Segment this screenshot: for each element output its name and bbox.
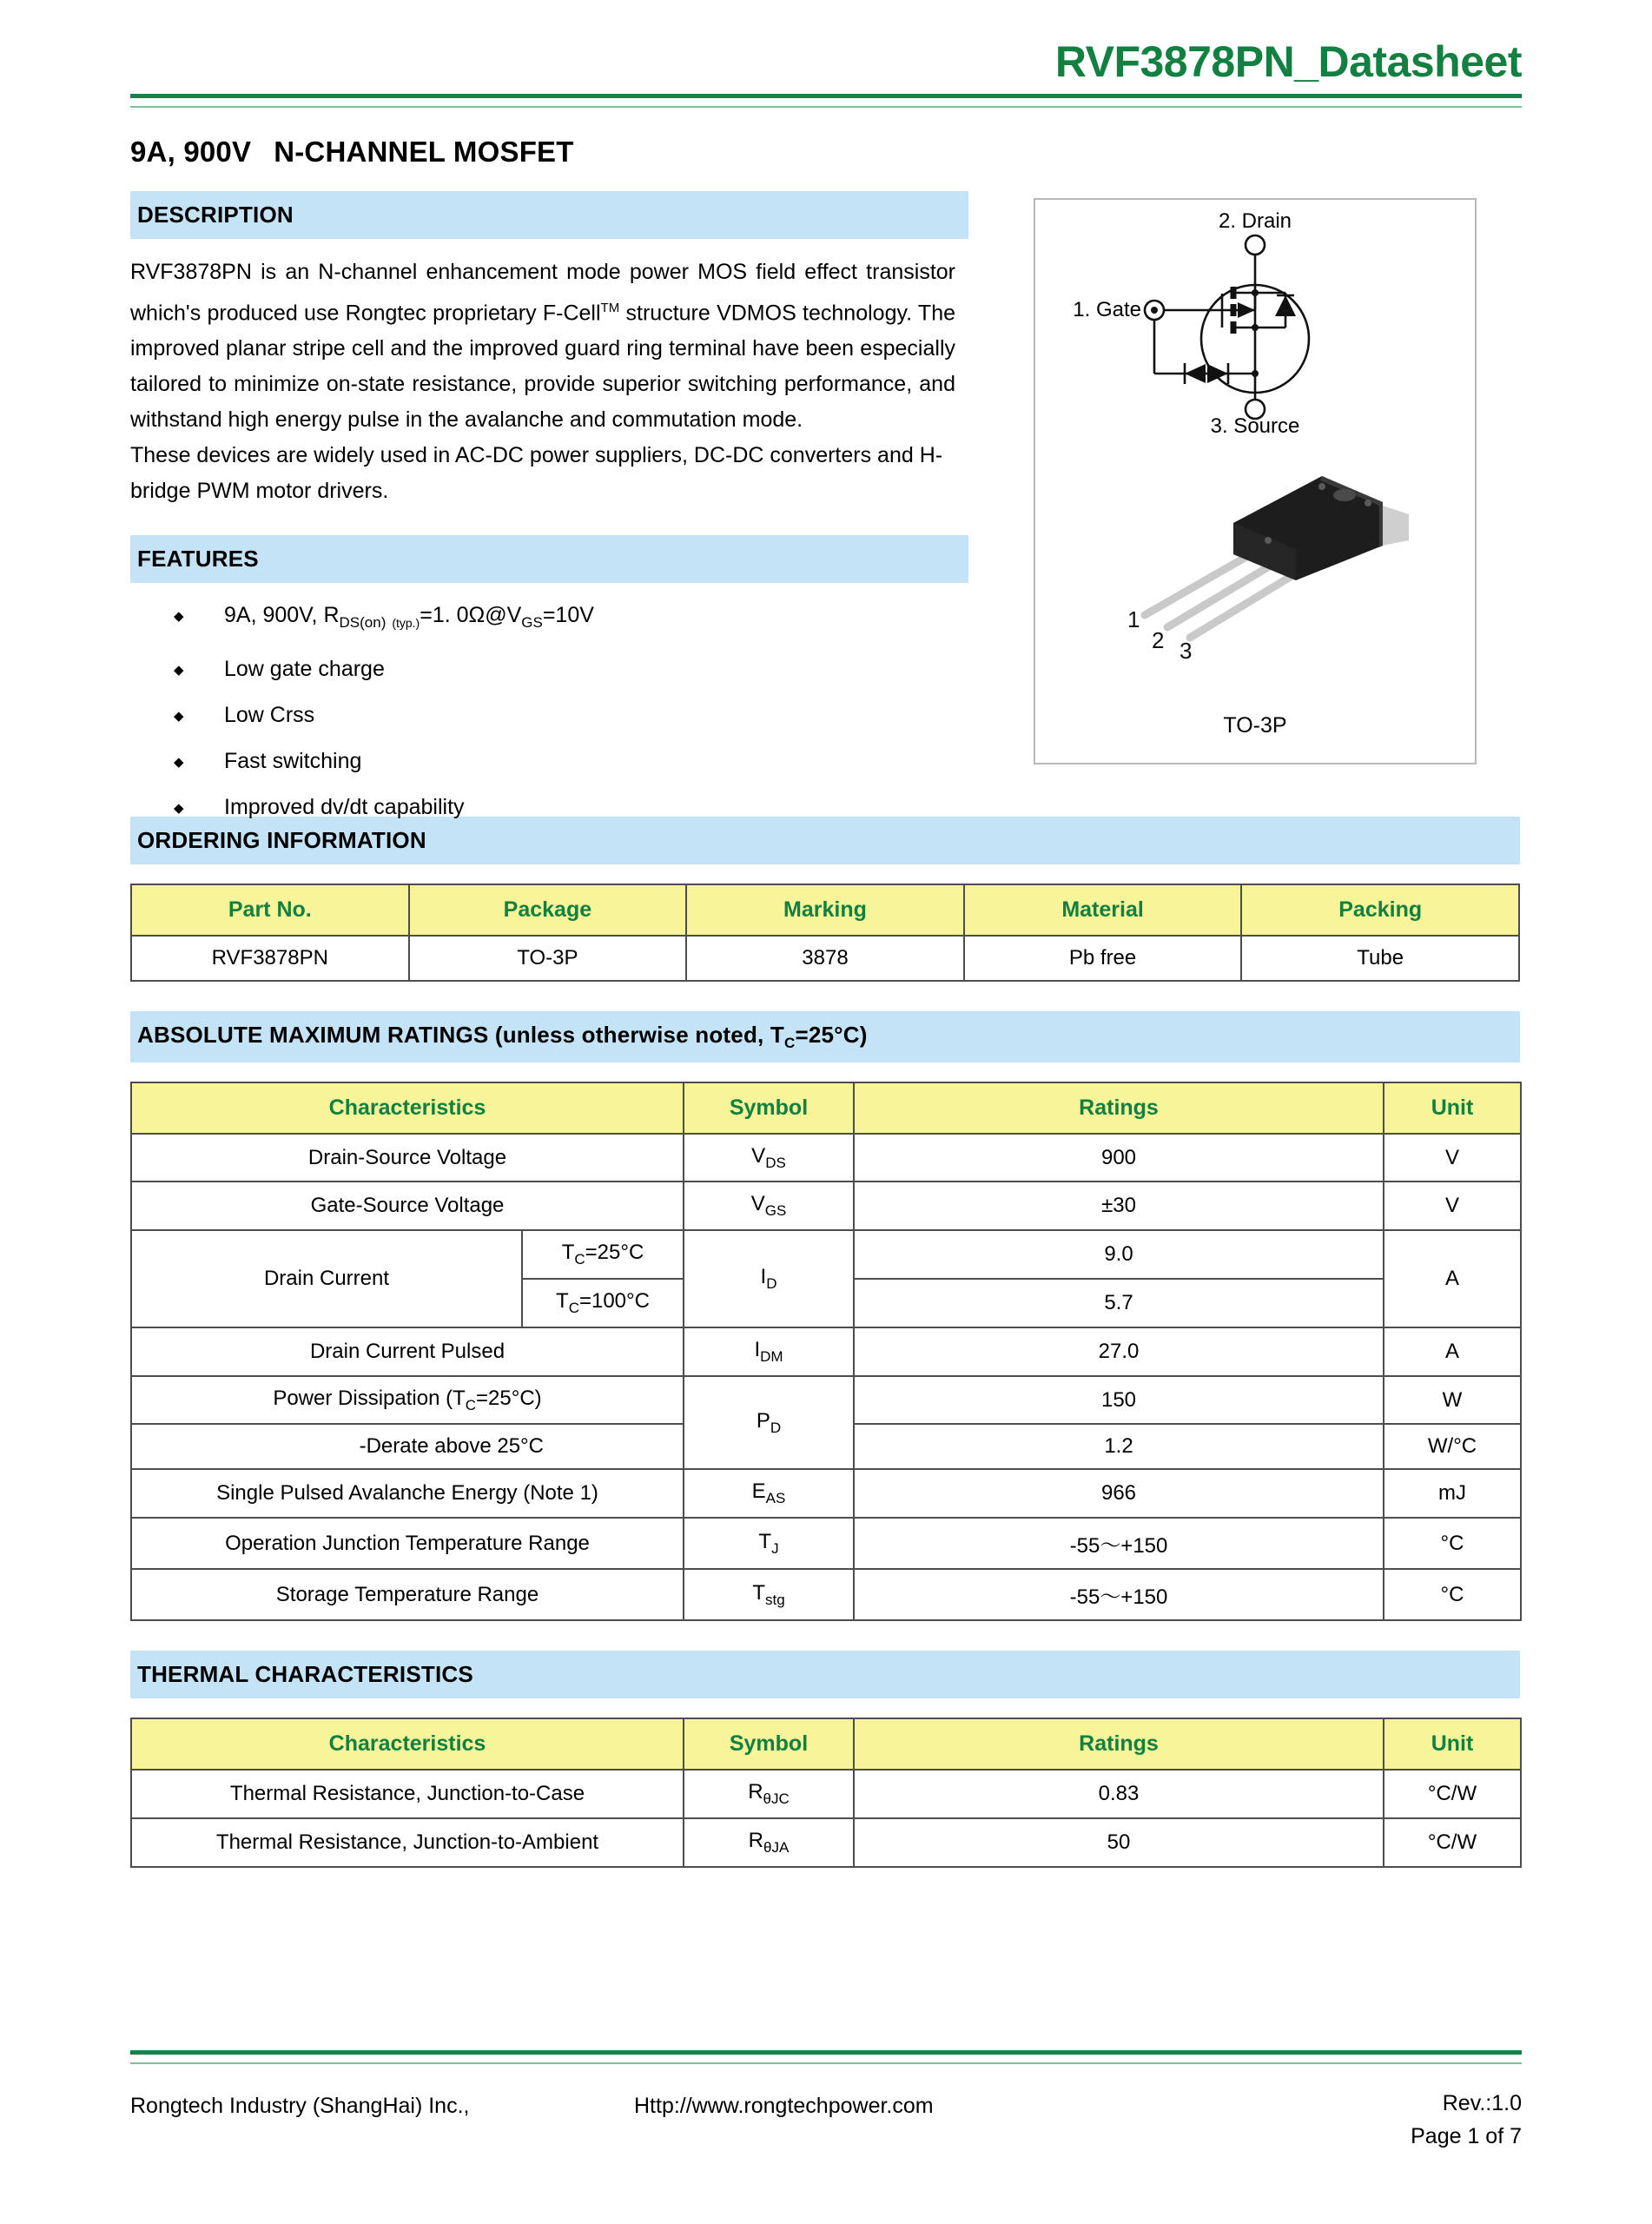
feature-item-fast-switching: ◆ Fast switching bbox=[174, 748, 968, 775]
cell-characteristic-rthjc: Thermal Resistance, Junction-to-Case bbox=[131, 1770, 684, 1818]
column-header-characteristics: Characteristics bbox=[131, 1082, 684, 1134]
absolute-maximum-ratings-section bbox=[130, 1011, 1522, 1622]
cell-rating-idm: 27.0 bbox=[854, 1327, 1384, 1376]
footer-revision-block bbox=[1411, 2087, 1522, 2153]
table-header-row bbox=[131, 884, 1519, 936]
cell-condition-tc100: $T_C=100^\circ C$ bbox=[522, 1279, 684, 1327]
cell-symbol-vds: $V_{DS}$ bbox=[684, 1134, 854, 1182]
body-diode-arrow bbox=[1275, 295, 1296, 316]
column-header-symbol: Symbol bbox=[684, 1082, 854, 1134]
footer-page-number: Page 1 of 7 bbox=[1411, 2124, 1522, 2148]
table-row bbox=[131, 1376, 1521, 1425]
section-header-description: DESCRIPTION bbox=[130, 191, 968, 239]
thermal-characteristics-section bbox=[130, 1651, 1522, 1868]
cell-symbol-pd: $P_D$ bbox=[684, 1376, 854, 1470]
cell-characteristic-power-dissipation: Power Dissipation $(T_C=25^\circ C)$ bbox=[131, 1376, 684, 1425]
cell-rating-vgs: ±30 bbox=[854, 1182, 1384, 1230]
ordering-information-section bbox=[130, 817, 1522, 982]
footer-divider bbox=[130, 2050, 1522, 2064]
table-header-row bbox=[131, 1082, 1521, 1134]
cell-characteristic-avalanche-energy: Single Pulsed Avalanche Energy (Note 1) bbox=[131, 1469, 684, 1518]
page-title bbox=[130, 136, 1522, 169]
pin3-label: 3. Source bbox=[1210, 414, 1300, 438]
pin2-label: 2. Drain bbox=[1218, 208, 1292, 233]
table-row bbox=[131, 1469, 1521, 1518]
cell-material: Pb free bbox=[964, 936, 1242, 981]
cell-rating-pd: 150 bbox=[854, 1376, 1384, 1425]
left-column bbox=[130, 191, 968, 840]
cell-condition-tc25: $T_C=25^\circ C$ bbox=[522, 1230, 684, 1279]
cell-unit-eas: mJ bbox=[1384, 1469, 1521, 1518]
table-row bbox=[131, 1230, 1521, 1279]
cell-part-no: RVF3878PN bbox=[131, 936, 409, 981]
cell-unit-vgs: V bbox=[1384, 1182, 1521, 1230]
cell-characteristic-rthja: Thermal Resistance, Junction-to-Ambient bbox=[131, 1818, 684, 1867]
column-header-ratings: Ratings bbox=[854, 1082, 1384, 1134]
cell-rating-tstg: -55～+150 bbox=[854, 1569, 1384, 1620]
features-list bbox=[130, 602, 968, 821]
ordering-information-table bbox=[130, 884, 1520, 982]
cell-unit-tj: °C bbox=[1384, 1518, 1521, 1569]
section-header-features: FEATURES bbox=[130, 535, 968, 583]
column-header-characteristics: Characteristics bbox=[131, 1718, 684, 1770]
section-header-absolute-max: ABSOLUTE MAXIMUM RATINGS (unless otherwise noted, $T_C=25^\circ C$) bbox=[130, 1011, 1520, 1062]
mosfet-symbol-and-package-graphic bbox=[1035, 200, 1475, 738]
cell-characteristic-gate-source-voltage: Gate-Source Voltage bbox=[131, 1182, 684, 1230]
cell-rating-rthjc: 0.83 bbox=[854, 1770, 1384, 1818]
table-row bbox=[131, 936, 1519, 981]
table-row bbox=[131, 1770, 1521, 1818]
column-header-packing: Packing bbox=[1241, 884, 1519, 936]
cell-package: TO-3P bbox=[409, 936, 687, 981]
cell-rating-eas: 966 bbox=[854, 1469, 1384, 1518]
cell-symbol-tj: $T_J$ bbox=[684, 1518, 854, 1569]
column-header-symbol: Symbol bbox=[684, 1718, 854, 1770]
cell-unit-rthjc: °C/W bbox=[1384, 1770, 1521, 1818]
cell-characteristic-drain-current: Drain Current bbox=[131, 1230, 522, 1327]
cell-unit-pd: W bbox=[1384, 1376, 1521, 1425]
description-body bbox=[130, 255, 955, 509]
feature-item-dvdt: ◆ Improved dv/dt capability bbox=[174, 794, 968, 821]
footer-company: Rongtech Industry (ShangHai) Inc., bbox=[130, 2094, 470, 2118]
pin1-label: 1. Gate bbox=[1073, 297, 1141, 321]
table-header-row bbox=[131, 1718, 1521, 1770]
cell-symbol-vgs: $V_{GS}$ bbox=[684, 1182, 854, 1230]
column-header-unit: Unit bbox=[1384, 1082, 1521, 1134]
cell-symbol-rthja: $R_{\theta JA}$ bbox=[684, 1818, 854, 1867]
feature-item-crss: ◆ Low Crss bbox=[174, 702, 968, 729]
cell-characteristic-derate: -Derate above 25°C bbox=[131, 1424, 684, 1469]
cell-unit-tstg: °C bbox=[1384, 1569, 1521, 1620]
lead-number-3: 3 bbox=[1180, 637, 1193, 664]
lead-number-1: 1 bbox=[1127, 606, 1140, 632]
cell-symbol-idm: $I_{DM}$ bbox=[684, 1327, 854, 1376]
column-header-package: Package bbox=[409, 884, 687, 936]
cell-unit-idm: A bbox=[1384, 1327, 1521, 1376]
zener-arrow-right bbox=[1207, 364, 1228, 383]
column-header-material: Material bbox=[964, 884, 1242, 936]
cell-symbol-id: $I_D$ bbox=[684, 1230, 854, 1327]
header-divider bbox=[130, 94, 1522, 108]
cell-rating-rthja: 50 bbox=[854, 1818, 1384, 1867]
footer-content bbox=[130, 2087, 1522, 2156]
top-section bbox=[130, 191, 1522, 817]
table-row bbox=[131, 1134, 1521, 1182]
absolute-maximum-ratings-table bbox=[130, 1082, 1522, 1622]
cell-packing: Tube bbox=[1241, 936, 1519, 981]
cell-symbol-eas: $E_{AS}$ bbox=[684, 1469, 854, 1518]
cell-rating-vds: 900 bbox=[854, 1134, 1384, 1182]
channel-arrow bbox=[1238, 302, 1255, 318]
document-title: RVF3878PN_Datasheet bbox=[1054, 37, 1522, 86]
column-header-unit: Unit bbox=[1384, 1718, 1521, 1770]
column-header-marking: Marking bbox=[686, 884, 964, 936]
thermal-characteristics-table bbox=[130, 1718, 1522, 1868]
description-paragraph-1: RVF3878PN is an N-channel enhancement mode power MOS field effect transistor which's produced use Rongtec proprietary F-Cell™ structure VDMOS technology. The improved planar stripe cell and the improved guard ring terminal have been especially tailored to minimize on-state resistance, provide superior switching performance, and withstand high energy pulse in the avalanche and commutation mode. bbox=[130, 259, 956, 432]
column-header-ratings: Ratings bbox=[854, 1718, 1384, 1770]
table-row bbox=[131, 1518, 1521, 1569]
table-row bbox=[131, 1327, 1521, 1376]
lead-number-2: 2 bbox=[1152, 626, 1165, 653]
part-rating: 9A, 900V bbox=[130, 135, 252, 168]
feature-item-rdson: ◆ 9A, 900V, $R_{DS(on)}$ $_{(typ.)}$=1. $0\Omega@V_{GS}=10V$ bbox=[174, 602, 968, 637]
page-footer bbox=[130, 2050, 1522, 2156]
cell-characteristic-operation-junction-temp: Operation Junction Temperature Range bbox=[131, 1518, 684, 1569]
footer-website[interactable]: Http://www.rongtechpower.com bbox=[634, 2094, 934, 2118]
cell-symbol-tstg: $T_{stg}$ bbox=[684, 1569, 854, 1620]
table-row bbox=[131, 1182, 1521, 1230]
package-name-caption: TO-3P bbox=[1223, 712, 1287, 738]
cell-unit-rthja: °C/W bbox=[1384, 1818, 1521, 1867]
cell-rating-derate: 1.2 bbox=[854, 1424, 1384, 1469]
cell-characteristic-drain-current-pulsed: Drain Current Pulsed bbox=[131, 1327, 684, 1376]
cell-unit-vds: V bbox=[1384, 1134, 1521, 1182]
cell-characteristic-drain-source-voltage: Drain-Source Voltage bbox=[131, 1134, 684, 1182]
to3p-package-illustration bbox=[1127, 476, 1409, 664]
zener-arrow-left bbox=[1185, 364, 1206, 383]
table-row bbox=[131, 1569, 1521, 1620]
column-header-part-no: Part No. bbox=[131, 884, 409, 936]
cell-unit-derate: W/°C bbox=[1384, 1424, 1521, 1469]
cell-symbol-rthjc: $R_{\theta JC}$ bbox=[684, 1770, 854, 1818]
cell-rating-id-25: 9.0 bbox=[854, 1230, 1384, 1279]
cell-rating-tj: -55～+150 bbox=[854, 1518, 1384, 1569]
feature-item-gate-charge: ◆ Low gate charge bbox=[174, 656, 968, 683]
cell-unit-id: A bbox=[1384, 1230, 1521, 1327]
cell-marking: 3878 bbox=[686, 936, 964, 981]
section-header-ordering: ORDERING INFORMATION bbox=[130, 817, 1520, 864]
cell-rating-id-100: 5.7 bbox=[854, 1279, 1384, 1327]
section-header-thermal: THERMAL CHARACTERISTICS bbox=[130, 1651, 1520, 1698]
features-section bbox=[130, 535, 968, 821]
cell-characteristic-storage-temp: Storage Temperature Range bbox=[131, 1569, 684, 1620]
description-paragraph-2: These devices are widely used in AC-DC power suppliers, DC-DC converters and H-bridge PWM motor drivers. bbox=[130, 442, 943, 503]
package-diagram-box bbox=[1034, 198, 1477, 764]
footer-revision: Rev.:1.0 bbox=[1442, 2091, 1522, 2115]
part-type: N-CHANNEL MOSFET bbox=[274, 135, 574, 168]
table-row bbox=[131, 1818, 1521, 1867]
